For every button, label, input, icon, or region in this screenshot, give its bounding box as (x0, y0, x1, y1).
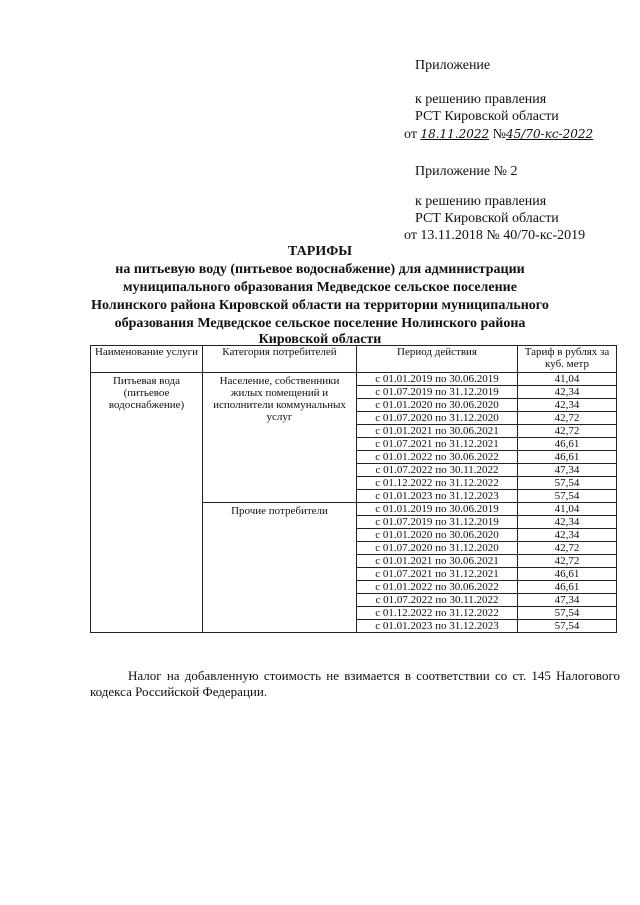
table-row (91, 373, 617, 386)
period-cell: с 01.01.2019 по 30.06.2019 (357, 373, 518, 386)
period-cell: с 01.01.2022 по 30.06.2022 (357, 451, 518, 464)
appendix2-authority-line: РСТ Кировской области (415, 211, 559, 226)
period-cell: с 01.01.2020 по 30.06.2020 (357, 399, 518, 412)
tariff-cell: 42,72 (518, 425, 617, 438)
category-cell: Население, собственники жилых помещений и исполнители коммунальных услуг (203, 373, 357, 503)
tariff-cell: 42,34 (518, 516, 617, 529)
period-cell: с 01.07.2019 по 31.12.2019 (357, 386, 518, 399)
vat-note (90, 668, 620, 700)
period-cell: с 01.07.2020 по 31.12.2020 (357, 412, 518, 425)
tariff-cell: 46,61 (518, 438, 617, 451)
appendix2-date-line: от 13.11.2018 № 40/70-кс-2019 (404, 228, 586, 243)
handwritten-date: 18.11.2022 (420, 127, 490, 141)
tariff-cell: 57,54 (518, 490, 617, 503)
table-body (91, 373, 617, 633)
period-cell: с 01.01.2022 по 30.06.2022 (357, 581, 518, 594)
tariff-cell: 57,54 (518, 607, 617, 620)
period-cell: с 01.07.2022 по 30.11.2022 (357, 594, 518, 607)
appendix-label: Приложение (415, 58, 491, 73)
period-cell: с 01.07.2021 по 31.12.2021 (357, 568, 518, 581)
period-cell: с 01.01.2021 по 30.06.2021 (357, 555, 518, 568)
service-cell: Питьевая вода (питьевое водоснабжение) (91, 373, 203, 633)
doc-subtitle-5: Кировской области (258, 332, 382, 347)
period-cell: с 01.01.2021 по 30.06.2021 (357, 425, 518, 438)
period-cell: с 01.01.2023 по 31.12.2023 (357, 490, 518, 503)
doc-subtitle-4: образования Медведское сельское поселение Нолинского района (114, 316, 526, 331)
tariff-cell: 42,72 (518, 412, 617, 425)
date-prefix: от (404, 127, 417, 142)
appendix-date-line (404, 126, 593, 143)
header-category: Категория потребителей (203, 346, 357, 373)
period-cell: с 01.12.2022 по 31.12.2022 (357, 477, 518, 490)
table-header-row (91, 346, 617, 373)
period-cell: с 01.01.2020 по 30.06.2020 (357, 529, 518, 542)
tariff-cell: 47,34 (518, 594, 617, 607)
tariff-cell: 41,04 (518, 373, 617, 386)
appendix2-decision-line: к решению правления (415, 194, 547, 209)
tariff-cell: 46,61 (518, 451, 617, 464)
header-service: Наименование услуги (91, 346, 203, 373)
handwritten-number: 45/70-кс-2022 (506, 127, 594, 141)
tariff-cell: 57,54 (518, 477, 617, 490)
tariff-cell: 42,34 (518, 386, 617, 399)
category-cell: Прочие потребители (203, 503, 357, 633)
tariff-cell: 47,34 (518, 464, 617, 477)
appendix-authority-line: РСТ Кировской области (415, 109, 559, 124)
period-cell: с 01.01.2019 по 30.06.2019 (357, 503, 518, 516)
vat-note-text: Налог на добавленную стоимость не взимается в соответствии со ст. 145 Налогового кодекса Российской Федерации. (90, 668, 620, 699)
doc-title: ТАРИФЫ (288, 244, 352, 259)
number-prefix: № (492, 127, 507, 142)
tariff-cell: 41,04 (518, 503, 617, 516)
tariff-cell: 57,54 (518, 620, 617, 633)
period-cell: с 01.07.2022 по 30.11.2022 (357, 464, 518, 477)
period-cell: с 01.01.2023 по 31.12.2023 (357, 620, 518, 633)
appendix2-label: Приложение № 2 (415, 164, 518, 179)
tariff-cell: 42,34 (518, 529, 617, 542)
tariff-table (90, 345, 617, 633)
tariff-cell: 42,34 (518, 399, 617, 412)
header-tariff: Тариф в рублях за куб. метр (518, 346, 617, 373)
header-period: Период действия (357, 346, 518, 373)
doc-subtitle-2: муниципального образования Медведское сельское поселение (123, 280, 517, 295)
appendix-decision-line: к решению правления (415, 92, 547, 107)
tariff-cell: 46,61 (518, 581, 617, 594)
tariff-cell: 42,72 (518, 542, 617, 555)
tariff-cell: 42,72 (518, 555, 617, 568)
period-cell: с 01.07.2021 по 31.12.2021 (357, 438, 518, 451)
tariff-cell: 46,61 (518, 568, 617, 581)
period-cell: с 01.07.2020 по 31.12.2020 (357, 542, 518, 555)
period-cell: с 01.12.2022 по 31.12.2022 (357, 607, 518, 620)
doc-subtitle-1: на питьевую воду (питьевое водоснабжение) для администрации (115, 262, 525, 277)
doc-subtitle-3: Нолинского района Кировской области на территории муниципального (91, 298, 549, 313)
period-cell: с 01.07.2019 по 31.12.2019 (357, 516, 518, 529)
